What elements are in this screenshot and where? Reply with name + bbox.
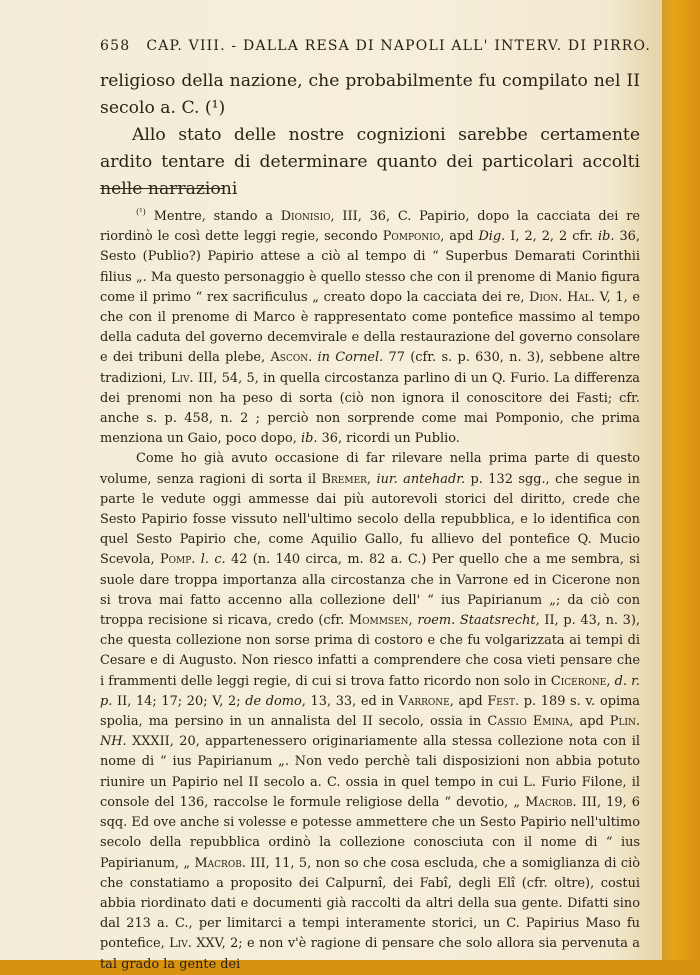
author-citation: Pomponio	[382, 229, 441, 245]
author-citation: Macrob.	[194, 855, 246, 871]
work-citation: iur. antehadr.	[376, 471, 466, 487]
author-citation: Liv.	[169, 936, 192, 952]
work-citation: d. r. p.	[100, 673, 640, 709]
running-title: CAP. VIII. - DALLA RESA DI NAPOLI ALL' INTERV. DI PIRRO.	[146, 38, 652, 54]
page-number: 658	[100, 38, 131, 54]
work-citation: ib.	[598, 229, 615, 245]
author-citation: Liv.	[170, 370, 194, 386]
work-citation: Dig.	[478, 229, 506, 245]
running-header	[100, 38, 652, 54]
footnote-paragraph-2: Come ho già avuto occasione di far rilevare nella prima parte di questo volume, senza ragioni di sorta il Bremer, iur. antehadr. p. 132 sgg., che segue in parte le vedute oggi ammesse dai più autorevoli storici del diritto, crede che Sesto Papirio fosse vissuto nell'ultimo secolo della repubblica, e lo identifica con quel Sesto Papirio che, come Aquilio Gallo, fu allievo del pontefice Q. Mucio Scevola, Pomp. l. c. 42 (n. 140 circa, m. 82 a. C.) Per quello che a me sembra, si suole dare troppa importanza alla circostanza che in Varrone ed in Cicerone non si trova mai fatto accenno alla collezione dell' “ ius Papirianum „; da ciò con troppa recisione si ricava, credo (cfr. Mommsen, roem. Staatsrecht, II, p. 43, n. 3), che questa collezione non sorse prima di costoro e che fu volgarizzata ai tempi di Cesare e di Augusto. Non riesco infatti a comprendere che cosa vieti pensare che i frammenti delle leggi regie, di cui si trova fatto ricordo non solo in Cicerone, d. r. p. II, 14; 17; 20; V, 2; de domo, 13, 33, ed in Varrone, apd Fest. p. 189 s. v. opima spolia, ma persino in un annalista del II secolo, ossia in Cassio Emina, apd Plin. NH. XXXII, 20, appartenessero originariamente alla stessa collezione nota con il nome di “ ius Papirianum „. Non vedo perchè tali disposizioni non abbia potuto riunire un Papirio nel II secolo a. C. ossia in quel tempo in cui L. Furio Filone, il console del 136, raccolse le formule religiose della “ devotio, „ Macrob. III, 19, 6 sqq. Ed ove anche si volesse e potesse ammettere che un Sesto Papirio nell'ultimo secolo della repubblica ordinò la collezione conosciuta con il nome di “ ius Papirianum, „ Macrob. III, 11, 5, non so che cosa escluda, che a somiglianza di ciò che constatiamo a proposito dei Calpurnî, dei Fabî, degli Elî (cfr. oltre), costui abbia riordinato dati e documenti già raccolti da altri della sua gente. Difatti sino dal 213 a. C., per limitarci a tempi interamente storici, un C. Papirius Maso fu pontefice, Liv. XXV, 2; e non v'è ragione di pensare che solo allora sia pervenuta a tal grado la gente dei	[100, 451, 641, 972]
author-citation: Bremer	[321, 471, 367, 487]
author-citation: Cassio Emina	[487, 714, 570, 730]
author-citation: Pomp.	[159, 552, 196, 568]
page-edge	[662, 0, 700, 960]
footnote	[100, 207, 640, 975]
work-citation: NH.	[100, 734, 127, 750]
footnote-separator	[100, 188, 224, 189]
author-citation: Ascon.	[270, 350, 313, 366]
main-paragraph-1: religioso della nazione, che probabilmente fu compilato nel II secolo a. C. (¹)	[100, 71, 640, 118]
author-citation: Dionisio	[280, 209, 331, 224]
work-citation: ib.	[301, 431, 318, 447]
main-text	[100, 68, 640, 203]
author-citation: Fest.	[487, 693, 520, 709]
author-citation: Dion. Hal.	[529, 289, 595, 305]
work-citation: roem. Staatsrecht	[417, 613, 536, 629]
work-citation: de domo	[245, 693, 302, 709]
footnote-marker: (¹)	[136, 206, 146, 217]
author-citation: Mommsen	[348, 613, 409, 629]
work-citation: l. c.	[200, 552, 226, 568]
work-citation: in Cornel.	[317, 350, 384, 366]
author-citation: Varrone	[398, 693, 450, 709]
author-citation: Macrob.	[525, 794, 577, 810]
author-citation: Cicerone	[550, 673, 607, 689]
main-paragraph-2: Allo stato delle nostre cognizioni sarebbe certamente ardito tentare di determinare quanto dei particolari accolti nelle narrazioni	[100, 125, 640, 199]
footnote-paragraph-1: $^{(^1)}$ Mentre, stando a Dionisio, III, 36, C. Papirio, dopo la cacciata dei re riordinò le così dette leggi regie, secondo Pomponio, apd Dig. I, 2, 2, 2 cfr. ib. 36, Sesto (Publio?) Papirio attese a ciò al tempo di “ Superbus Demarati Corinthii filius „. Ma questo personaggio è quello stesso che con il prenome di Manio figura come il primo “ rex sacrificulus „ creato dopo la cacciata dei re, Dion. Hal. V, 1, e che con il prenome di Marco è rappresentato come pontefice massimo al tempo della caduta del governo decemvirale e della restaurazione del governo consolare e dei tribuni della plebe, Ascon. in Cornel. 77 (cfr. s. p. 630, n. 3), sebbene altre tradizioni, Liv. III, 54, 5, in quella circostanza parlino di un Q. Furio. La differenza dei prenomi non ha peso di sorta (ciò non ignora il conoscitore dei Fasti; cfr. anche s. p. 458, n. 2 ; perciò non sorprende come mai Pomponio, che prima menziona un Gaio, poco dopo, ib. 36, ricordi un Publio.	[100, 206, 641, 447]
author-citation: Plin.	[609, 714, 640, 730]
